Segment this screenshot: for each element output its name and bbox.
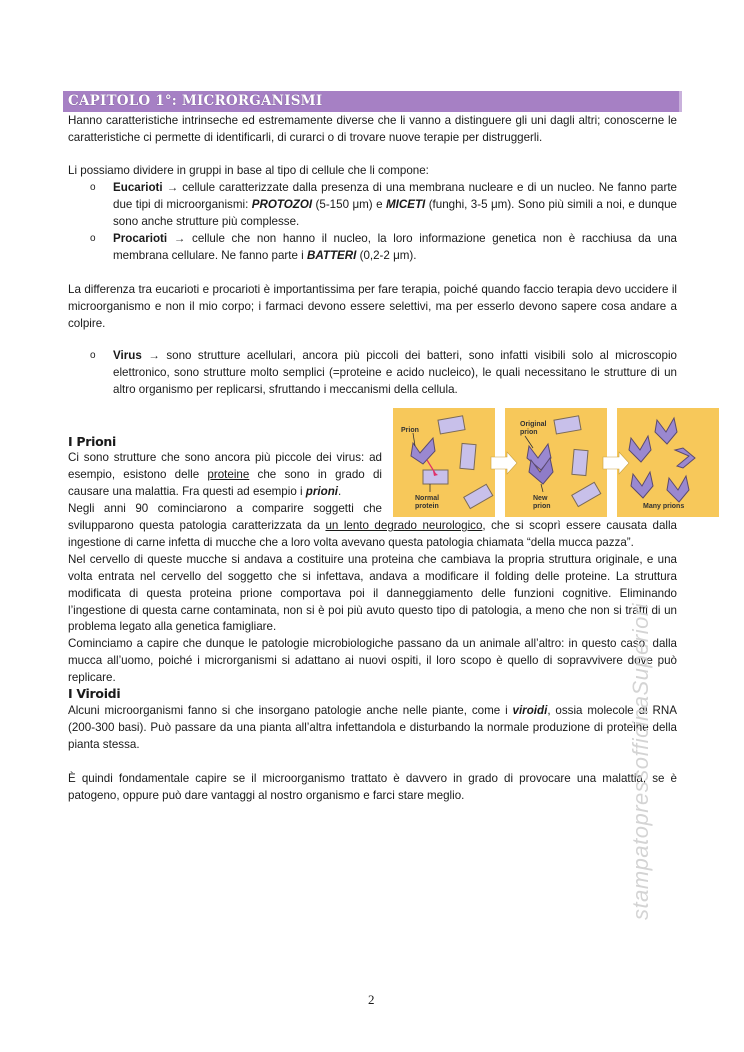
chapter-title: CAPITOLO 1°: MICRORGANISMI [68,93,323,109]
svg-text:prion: prion [533,503,551,510]
svg-text:protein: protein [415,503,439,510]
arrow-icon: → [166,181,179,194]
viroidi-paragraph: Alcuni microorganismi fanno si che insorgano patologie anche nelle piante, come i viroidi, ossia molecole di RNA (200-300 basi). Può passare da una pianta all’altra infettandola e disturbando la normale produzione di proteine della pianta stessa. [68,704,677,751]
intro-paragraph: Hanno caratteristiche intrinseche ed estremamente diverse che li vanno a distinguere gli uni dagli altri; conoscerne le caratteristiche ci permette di identificarli, di curarci o di trovare nuove terapie per distruggerli. [68,114,677,144]
term: Procarioti [113,231,168,245]
difference-paragraph: La differenza tra eucarioti e procarioti è importantissima per fare terapia, poiché quando faccio terapia devo uccidere il microorganismo e non il mio corpo; i farmaci devono essere selettivi, ma per esserlo devono sapere cosa andare a colpire. [68,283,677,330]
watermark: stampatopressofficinaSuperiori [628,602,653,920]
svg-text:New: New [533,495,548,502]
list-item-eucarioti: o Eucarioti → cellule caratterizzate dalla presenza di una membrana nucleare e di un nucleo. Ne fanno parte due tipi di microorganismi: PROTOZOI (5-150 μm) e MICETI (funghi, 3-5 μm). Sono più simili a noi, e dunque sono anche strutture più complesse. [90,181,677,228]
svg-text:Normal: Normal [415,495,440,502]
cell-type-list [90,180,677,265]
panel-3 [617,408,719,517]
svg-text:Many prions: Many prions [643,503,685,510]
section-heading-prioni: I Prioni [68,434,116,449]
section-heading-viroidi: I Viroidi [68,686,121,701]
prion-propagation-figure [393,408,719,517]
term: Eucarioti [113,181,163,194]
arrow-icon: → [173,231,186,245]
conclusion-paragraph: È quindi fondamentale capire se il microorganismo trattato è davvero in grado di provocare una malattia, se è patogeno, oppure può dare vantaggi al nostro organismo e farci stare meglio. [68,772,677,802]
arrow-icon: → [148,349,160,362]
chapter-heading-bar [63,91,682,112]
list-item-procarioti: o Procarioti → cellule che non hanno il nucleo, la loro informazione genetica non è racchiusa da una membrana cellulare. Ne fanno parte i BATTERI (0,2-2 μm). [90,231,677,262]
page-number: 2 [368,992,375,1007]
prioni-paragraph-2: svilupparono questa patologia caratterizzata da un lento degrado neurologico, che si scoprì essere causata dalla ingestione di carne infetta di mucche che a loro volta avevano questa patologia chiamata “della mucca pazza”. Nel cervello di queste mucche si andava a costituire una proteina che cambiava la propria struttura originale, e una volta entrata nel cervello del soggetto che si infettava, andava a modificare il folding delle proteine. La struttura modificata di questa proteina prione comportava poi il danneggiamento delle funzioni cognitive. Eliminando l’ingestione di questa carne contaminata, non si è poi più avuto questo tipo di patologia, a meno che non si tratti di un problema legato alla genetica famigliare. Cominciamo a capire che dunque le patologie microbiologiche passano da un animale all’altro: in questo caso, dalla mucca all’uomo, poiché i microrganismi si adattano ai nuovi ospiti, il loro scopo è quello di sopravvivere dove può replicare. [68,519,677,685]
bullet-icon: o [90,232,96,244]
virus-list [90,348,677,399]
groups-lead: Li possiamo dividere in gruppi in base al tipo di cellule che li compone: [68,164,429,177]
svg-text:Prion: Prion [401,427,419,434]
bullet-icon: o [90,350,96,361]
svg-text:Original: Original [520,421,547,428]
svg-text:prion: prion [520,429,538,436]
prioni-paragraph-1: Ci sono strutture che sono ancora più piccole dei virus: ad esempio, esistono delle proteine che sono in grado di causare una malattia. Fra questi ad esempio i prioni. Negli anni 90 cominciarono a comparire soggetti che [68,451,383,515]
bullet-icon: o [90,182,96,193]
term: Virus [113,349,142,362]
list-item-virus: o Virus → sono strutture acellulari, ancora più piccoli dei batteri, sono infatti visibili solo al microscopio elettronico, sono strutture molto semplici (=proteine e acido nucleico), le quali necessitano le strutture di un altro organismo per replicarsi, sfruttando i meccanismi della cellula. [90,349,677,396]
